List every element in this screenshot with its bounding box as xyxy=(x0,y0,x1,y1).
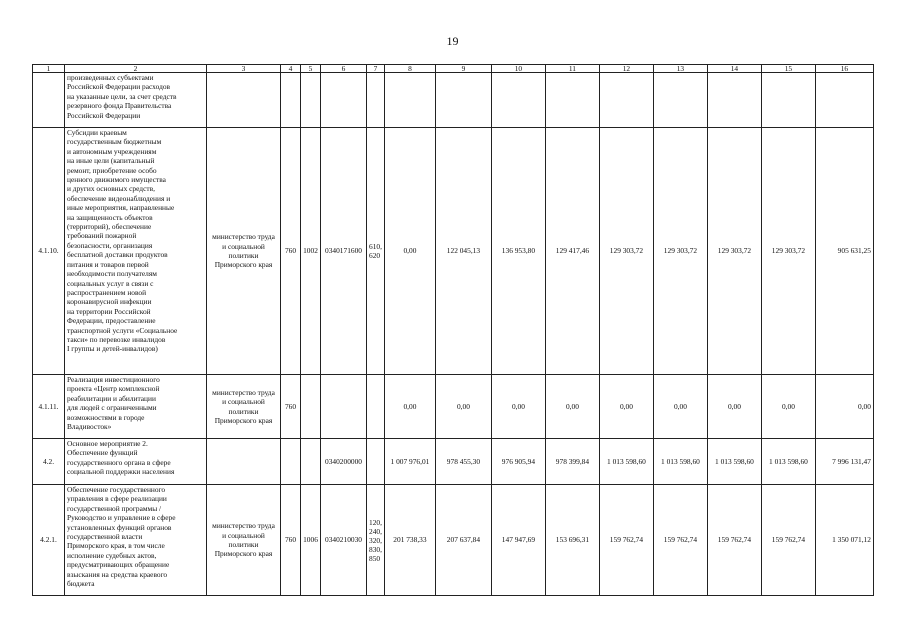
measure-name-line: установленных функций органов xyxy=(67,522,172,532)
measure-name-line: питания и товаров первой xyxy=(67,259,149,269)
amount-cell: 0,00 xyxy=(653,375,707,439)
amount-cell: 978 455,30 xyxy=(435,439,491,485)
section-code-cell xyxy=(301,439,321,485)
column-header: 4 xyxy=(281,65,301,73)
column-header: 12 xyxy=(599,65,653,73)
target-article-cell: 0340171600 xyxy=(321,128,367,375)
expense-type-line: 610, xyxy=(369,242,382,251)
measure-name-line: обеспечение видеонаблюдения и xyxy=(67,193,171,203)
measure-name-line: управления в сфере реализации xyxy=(67,494,167,504)
amount-cell: 1 013 598,60 xyxy=(599,439,653,485)
row-code-cell xyxy=(33,73,65,128)
measure-name-line: и других основных средств, xyxy=(67,184,155,194)
column-header: 8 xyxy=(384,65,435,73)
measure-name-cell xyxy=(65,73,207,128)
executor-line: и социальной xyxy=(222,530,265,540)
measure-name-line: такси» по перевозке инвалидов xyxy=(67,334,166,344)
measure-name-line: исполнение судебных актов, xyxy=(67,550,157,560)
measure-name-line: Владивосток» xyxy=(67,422,112,432)
measure-name-line: взыскания на средства краевого xyxy=(67,569,168,579)
amount-cell xyxy=(545,73,599,128)
grbs-code-cell: 760 xyxy=(281,485,301,596)
measure-name-line: Обеспечение функций xyxy=(67,448,138,458)
measure-name-line: Обеспечение государственного xyxy=(67,485,166,494)
amount-cell xyxy=(815,73,873,128)
measure-name-cell xyxy=(65,439,207,485)
measure-name-line: реабилитации и абилитации xyxy=(67,393,156,403)
executor-line: Приморского края xyxy=(214,415,273,425)
column-header: 13 xyxy=(653,65,707,73)
expense-type-cell xyxy=(367,439,385,485)
executor-cell xyxy=(207,73,281,128)
expense-type-cell xyxy=(367,128,385,375)
measure-name-cell xyxy=(65,375,207,439)
target-article-cell: 0340210030 xyxy=(321,485,367,596)
amount-cell: 0,00 xyxy=(707,375,761,439)
amount-cell: 153 696,31 xyxy=(545,485,599,596)
expense-type-line: 240, xyxy=(369,526,382,536)
amount-cell: 201 738,33 xyxy=(384,485,435,596)
measure-name-line: иные мероприятия, направленные xyxy=(67,203,175,213)
measure-name-line: и автономным учреждениям xyxy=(67,146,157,156)
measure-name-line: бесплатной доставки продуктов xyxy=(67,250,168,260)
measure-name-line: произведенных субъектами xyxy=(67,73,154,82)
measure-name-line: социальной поддержки населения xyxy=(67,467,175,477)
target-article-cell: 0340200000 xyxy=(321,439,367,485)
measure-name-line: I группы и детей-инвалидов) xyxy=(67,344,158,354)
row-code-cell: 4.1.10. xyxy=(33,128,65,375)
amount-cell: 159 762,74 xyxy=(653,485,707,596)
amount-cell: 129 417,46 xyxy=(545,128,599,375)
executor-line: и социальной xyxy=(222,397,265,407)
grbs-code-cell: 760 xyxy=(281,128,301,375)
grbs-code-cell xyxy=(281,439,301,485)
column-header: 3 xyxy=(207,65,281,73)
section-code-cell: 1006 xyxy=(301,485,321,596)
expense-type-line: 620 xyxy=(369,251,381,260)
measure-name-line: государственной власти xyxy=(67,532,143,542)
amount-cell xyxy=(599,73,653,128)
measure-name-line: требований пожарной xyxy=(67,231,137,241)
amount-cell: 0,00 xyxy=(599,375,653,439)
amount-cell: 905 631,25 xyxy=(815,128,873,375)
measure-name-cell xyxy=(65,485,207,596)
measure-name-line: распространением новой xyxy=(67,287,147,297)
grbs-code-cell: 760 xyxy=(281,375,301,439)
executor-cell xyxy=(207,439,281,485)
amount-cell: 0,00 xyxy=(384,128,435,375)
amount-cell xyxy=(491,73,545,128)
amount-cell: 0,00 xyxy=(435,375,491,439)
expense-type-line: 120, xyxy=(369,517,382,527)
table-row xyxy=(33,439,874,485)
measure-name-line: на указанные цели, за счет средств xyxy=(67,91,177,101)
executor-line: министерство труда xyxy=(212,232,275,242)
measure-name-line: для людей с ограниченными xyxy=(67,403,157,413)
measure-name-line: резервного фонда Правительства xyxy=(67,101,172,111)
executor-line: политики xyxy=(228,251,259,260)
measure-name-line: предусматривающих обращение xyxy=(67,560,170,570)
amount-cell: 0,00 xyxy=(815,375,873,439)
measure-name-line: безопасности, организация xyxy=(67,240,153,250)
executor-cell xyxy=(207,375,281,439)
measure-name-line: Российской Федерации xyxy=(67,110,141,120)
amount-cell xyxy=(384,73,435,128)
measure-name-line: Приморского края, в том числе xyxy=(67,541,165,551)
column-header: 10 xyxy=(491,65,545,73)
amount-cell: 129 303,72 xyxy=(707,128,761,375)
executor-cell xyxy=(207,128,281,375)
measure-name-line: коронавирусной инфекции xyxy=(67,297,152,307)
amount-cell: 129 303,72 xyxy=(653,128,707,375)
measure-name-line: государственным бюджетным xyxy=(67,137,162,147)
amount-cell: 1 013 598,60 xyxy=(761,439,815,485)
amount-cell: 0,00 xyxy=(761,375,815,439)
amount-cell: 1 350 071,12 xyxy=(815,485,873,596)
amount-cell: 7 996 131,47 xyxy=(815,439,873,485)
measure-name-line: бюджета xyxy=(67,579,95,589)
column-header: 9 xyxy=(435,65,491,73)
measure-name-line: ценного движимого имущества xyxy=(67,175,166,185)
column-header: 7 xyxy=(367,65,385,73)
target-article-cell xyxy=(321,375,367,439)
amount-cell: 0,00 xyxy=(491,375,545,439)
grbs-code-cell xyxy=(281,73,301,128)
amount-cell: 129 303,72 xyxy=(761,128,815,375)
measure-name-line: Руководство и управление в сфере xyxy=(67,513,176,523)
amount-cell: 129 303,72 xyxy=(599,128,653,375)
amount-cell: 159 762,74 xyxy=(707,485,761,596)
target-article-cell xyxy=(321,73,367,128)
measure-name-line: ремонт, приобретение особо xyxy=(67,165,157,175)
table-row xyxy=(33,375,874,439)
column-header: 1 xyxy=(33,65,65,73)
measure-name-line: социальных услуг в связи с xyxy=(67,278,154,288)
column-header: 16 xyxy=(815,65,873,73)
row-code-cell: 4.1.11. xyxy=(33,375,65,439)
page-number: 19 xyxy=(446,34,459,48)
row-code-cell: 4.2. xyxy=(33,439,65,485)
amount-cell xyxy=(707,73,761,128)
measure-name-line: на защищенность объектов xyxy=(67,212,153,222)
amount-cell: 978 399,84 xyxy=(545,439,599,485)
amount-cell xyxy=(435,73,491,128)
amount-cell: 976 905,94 xyxy=(491,439,545,485)
measure-name-line: Реализация инвестиционного xyxy=(67,375,160,384)
executor-cell xyxy=(207,485,281,596)
executor-line: министерство труда xyxy=(212,521,275,531)
expense-type-line: 830, xyxy=(369,544,382,554)
column-header: 5 xyxy=(301,65,321,73)
column-header: 15 xyxy=(761,65,815,73)
column-number-row xyxy=(33,65,874,73)
section-code-cell: 1002 xyxy=(301,128,321,375)
measure-name-line: (территорий), обеспечение xyxy=(67,222,152,232)
executor-line: политики xyxy=(228,406,259,416)
expense-type-cell xyxy=(367,375,385,439)
measure-name-line: государственной программы / xyxy=(67,503,162,513)
amount-cell: 0,00 xyxy=(384,375,435,439)
amount-cell: 136 953,80 xyxy=(491,128,545,375)
measure-name-line: государственного органа в сфере xyxy=(67,457,171,467)
section-code-cell xyxy=(301,73,321,128)
table-row xyxy=(33,485,874,596)
measure-name-line: Российской Федерации расходов xyxy=(67,82,171,92)
measure-name-cell xyxy=(65,128,207,375)
measure-name-line: Федерации, предоставление xyxy=(67,316,156,326)
amount-cell: 159 762,74 xyxy=(761,485,815,596)
executor-line: и социальной xyxy=(222,241,265,251)
table-row xyxy=(33,128,874,375)
expense-type-line: 320, xyxy=(369,535,382,545)
expense-type-cell xyxy=(367,73,385,128)
row-code-cell: 4.2.1. xyxy=(33,485,65,596)
measure-name-line: необходимости получателям xyxy=(67,269,157,279)
amount-cell: 1 013 598,60 xyxy=(653,439,707,485)
measure-name-line: на территории Российской xyxy=(67,306,151,316)
column-header: 14 xyxy=(707,65,761,73)
measure-name-line: Субсидии краевым xyxy=(67,128,127,137)
table-row xyxy=(33,73,874,128)
column-header: 6 xyxy=(321,65,367,73)
measure-name-line: Основное мероприятие 2. xyxy=(67,439,148,448)
amount-cell: 159 762,74 xyxy=(599,485,653,596)
executor-line: Приморского края xyxy=(214,549,273,559)
budget-table xyxy=(32,64,874,596)
amount-cell: 207 637,84 xyxy=(435,485,491,596)
expense-type-cell xyxy=(367,485,385,596)
executor-line: министерство труда xyxy=(212,387,275,397)
measure-name-line: проекта «Центр комплексной xyxy=(67,384,160,394)
measure-name-line: на иные цели (капитальный xyxy=(67,156,155,166)
amount-cell: 1 007 976,01 xyxy=(384,439,435,485)
measure-name-line: транспортной услуги «Социальное xyxy=(67,325,178,335)
amount-cell: 1 013 598,60 xyxy=(707,439,761,485)
section-code-cell xyxy=(301,375,321,439)
amount-cell: 0,00 xyxy=(545,375,599,439)
amount-cell: 122 045,13 xyxy=(435,128,491,375)
amount-cell: 147 947,69 xyxy=(491,485,545,596)
column-header: 11 xyxy=(545,65,599,73)
executor-line: политики xyxy=(228,540,259,549)
expense-type-line: 850 xyxy=(369,553,381,563)
amount-cell xyxy=(653,73,707,128)
column-header: 2 xyxy=(65,65,207,73)
amount-cell xyxy=(761,73,815,128)
executor-line: Приморского края xyxy=(214,260,273,270)
measure-name-line: возможностями в городе xyxy=(67,412,145,422)
